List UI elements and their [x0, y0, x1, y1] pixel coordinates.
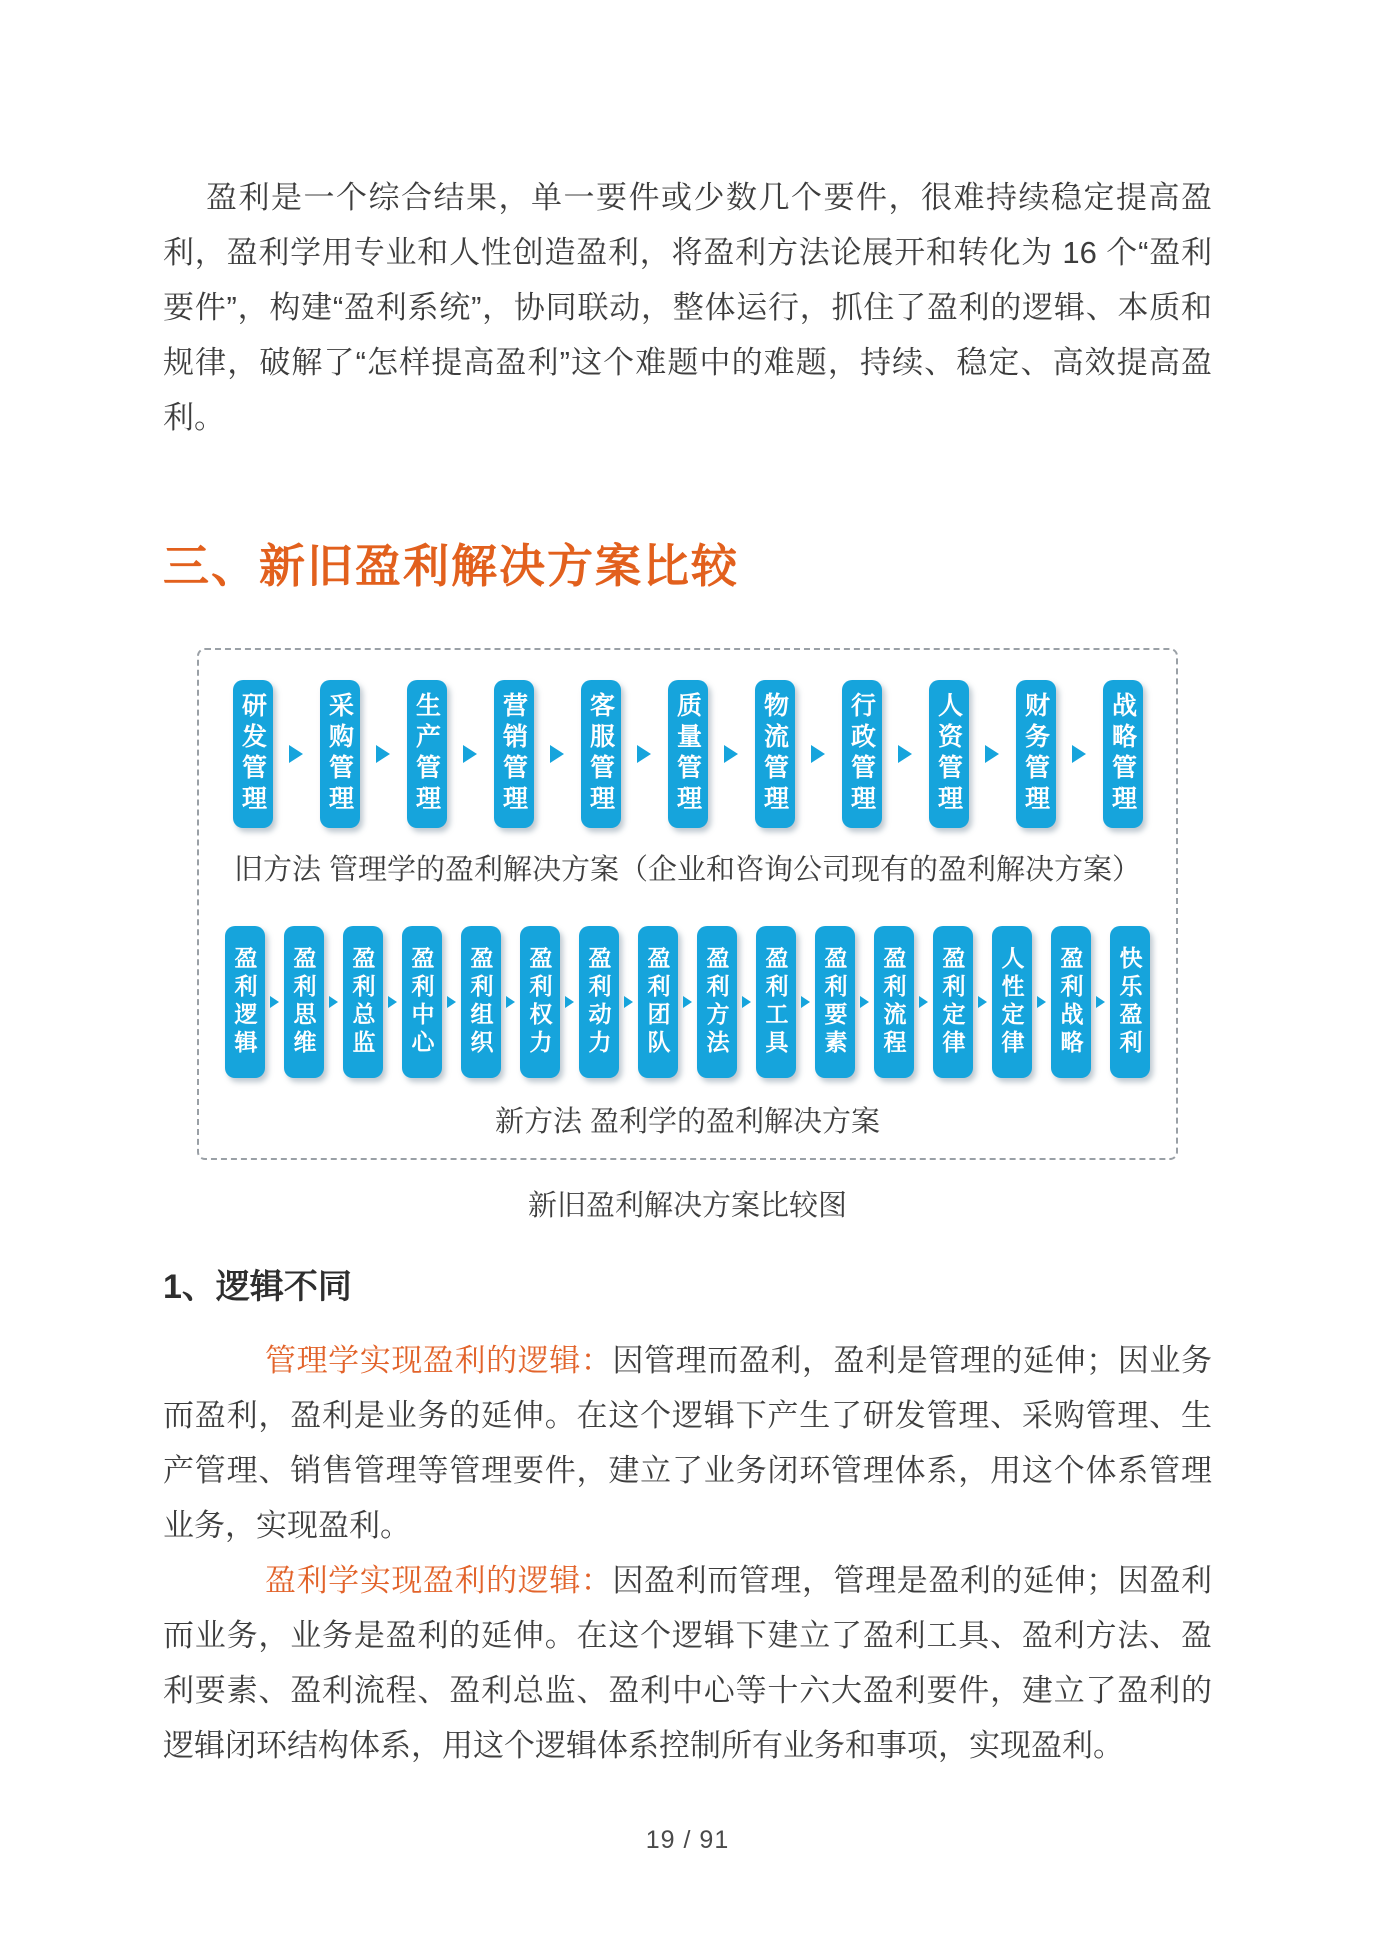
flow-unit [1016, 680, 1103, 828]
flow-arrow-icon [550, 745, 564, 763]
flow-unit [284, 926, 343, 1078]
flow-arrow-icon [1096, 996, 1105, 1008]
flow-arrow-icon [329, 996, 338, 1008]
flow-unit [407, 680, 494, 828]
flow-arrow-icon [985, 745, 999, 763]
arrow-zone [324, 996, 343, 1008]
arrow-zone [273, 745, 320, 763]
arrow-zone [560, 996, 579, 1008]
flow-unit [638, 926, 697, 1078]
flow-arrow-icon [565, 996, 574, 1008]
flow-unit [1103, 680, 1143, 828]
arrow-zone [882, 745, 929, 763]
arrow-zone [265, 996, 284, 1008]
flow-unit [402, 926, 461, 1078]
flow-arrow-icon [388, 996, 397, 1008]
flow-unit [320, 680, 407, 828]
flow-box: 盈利总监 [343, 926, 383, 1078]
arrow-zone [383, 996, 402, 1008]
flow-unit [343, 926, 402, 1078]
arrow-zone [1056, 745, 1103, 763]
flow-box: 盈利权力 [520, 926, 560, 1078]
flow-unit [668, 680, 755, 828]
comparison-diagram [197, 648, 1178, 1160]
page-number: 19 / 91 [645, 1826, 730, 1854]
flow-unit [874, 926, 933, 1078]
flow-arrow-icon [1072, 745, 1086, 763]
flow-arrow-icon [637, 745, 651, 763]
arrow-zone [1032, 996, 1051, 1008]
arrow-zone [678, 996, 697, 1008]
old-method-caption: 旧方法 管理学的盈利解决方案（企业和咨询公司现有的盈利解决方案） [233, 854, 1142, 886]
arrow-zone [360, 745, 407, 763]
arrow-zone [1091, 996, 1110, 1008]
flow-arrow-icon [860, 996, 869, 1008]
arrow-zone [737, 996, 756, 1008]
flow-box: 研发管理 [233, 680, 273, 828]
flow-box: 客服管理 [581, 680, 621, 828]
flow-arrow-icon [811, 745, 825, 763]
flow-box: 营销管理 [494, 680, 534, 828]
flow-arrow-icon [270, 996, 279, 1008]
management-logic-paragraph [163, 1333, 1212, 1553]
flow-box: 快乐盈利 [1110, 926, 1150, 1078]
flow-box: 盈利工具 [756, 926, 796, 1078]
arrow-zone [708, 745, 755, 763]
flow-arrow-icon [742, 996, 751, 1008]
flow-box: 人性定律 [992, 926, 1032, 1078]
section-heading: 三、新旧盈利解决方案比较 [163, 540, 739, 592]
flow-box: 生产管理 [407, 680, 447, 828]
flow-box: 盈利中心 [402, 926, 442, 1078]
profit-logic-label: 盈利学实现盈利的逻辑： [265, 1563, 613, 1598]
profit-logic-paragraph [163, 1553, 1212, 1773]
flow-unit [933, 926, 992, 1078]
page-content [0, 170, 1375, 1773]
flow-unit [755, 680, 842, 828]
management-logic-text: 因管理而盈利，盈利是管理的延伸；因业务而盈利，盈利是业务的延伸。在这个逻辑下产生了研发管理、采购管理、生产管理、销售管理等管理要件，建立了业务闭环管理体系，用这个体系管理业务，实现盈利。 [163, 1343, 1213, 1543]
flow-unit [225, 926, 284, 1078]
flow-arrow-icon [898, 745, 912, 763]
flow-box: 人资管理 [929, 680, 969, 828]
flow-box: 盈利动力 [579, 926, 619, 1078]
flow-arrow-icon [447, 996, 456, 1008]
new-method-flow-row [199, 926, 1176, 1078]
flow-arrow-icon [506, 996, 515, 1008]
arrow-zone [855, 996, 874, 1008]
subsection-heading: 1、逻辑不同 [163, 1268, 352, 1306]
flow-unit [494, 680, 581, 828]
flow-arrow-icon [801, 996, 810, 1008]
flow-unit [233, 680, 320, 828]
arrow-zone [619, 996, 638, 1008]
flow-box: 采购管理 [320, 680, 360, 828]
flow-box: 盈利流程 [874, 926, 914, 1078]
old-method-flow-row [199, 680, 1176, 828]
flow-box: 行政管理 [842, 680, 882, 828]
flow-box: 盈利思维 [284, 926, 324, 1078]
arrow-zone [442, 996, 461, 1008]
flow-box: 盈利逻辑 [225, 926, 265, 1078]
new-method-caption: 新方法 盈利学的盈利解决方案 [494, 1106, 881, 1138]
flow-box: 盈利组织 [461, 926, 501, 1078]
flow-arrow-icon [683, 996, 692, 1008]
flow-unit [815, 926, 874, 1078]
figure-caption: 新旧盈利解决方案比较图 [527, 1190, 847, 1222]
flow-box: 盈利方法 [697, 926, 737, 1078]
arrow-zone [534, 745, 581, 763]
flow-unit [929, 680, 1016, 828]
flow-box: 盈利定律 [933, 926, 973, 1078]
flow-arrow-icon [919, 996, 928, 1008]
flow-unit [1051, 926, 1110, 1078]
flow-box: 质量管理 [668, 680, 708, 828]
flow-unit [842, 680, 929, 828]
arrow-zone [447, 745, 494, 763]
flow-arrow-icon [624, 996, 633, 1008]
flow-unit [579, 926, 638, 1078]
arrow-zone [795, 745, 842, 763]
flow-arrow-icon [289, 745, 303, 763]
intro-paragraph: 盈利是一个综合结果，单一要件或少数几个要件，很难持续稳定提高盈利，盈利学用专业和人性创造盈利，将盈利方法论展开和转化为 16 个“盈利要件”，构建“盈利系统”，协同联动，整体运行，抓住了盈利的逻辑、本质和规律，破解了“怎样提高盈利”这个难题中的难题，持续、稳定、高效提高盈利。 [163, 180, 1212, 435]
flow-box: 盈利战略 [1051, 926, 1091, 1078]
flow-box: 盈利团队 [638, 926, 678, 1078]
flow-box: 盈利要素 [815, 926, 855, 1078]
flow-arrow-icon [978, 996, 987, 1008]
flow-unit [1110, 926, 1150, 1078]
flow-box: 财务管理 [1016, 680, 1056, 828]
management-logic-label: 管理学实现盈利的逻辑： [265, 1343, 613, 1378]
flow-box: 物流管理 [755, 680, 795, 828]
profit-logic-text: 因盈利而管理，管理是盈利的延伸；因盈利而业务，业务是盈利的延伸。在这个逻辑下建立了盈利工具、盈利方法、盈利要素、盈利流程、盈利总监、盈利中心等十六大盈利要件，建立了盈利的逻辑闭环结构体系，用这个逻辑体系控制所有业务和事项，实现盈利。 [163, 1563, 1213, 1763]
arrow-zone [796, 996, 815, 1008]
flow-unit [992, 926, 1051, 1078]
arrow-zone [973, 996, 992, 1008]
flow-unit [697, 926, 756, 1078]
flow-arrow-icon [724, 745, 738, 763]
flow-unit [756, 926, 815, 1078]
flow-box: 战略管理 [1103, 680, 1143, 828]
flow-unit [520, 926, 579, 1078]
flow-arrow-icon [463, 745, 477, 763]
flow-arrow-icon [1037, 996, 1046, 1008]
flow-unit [581, 680, 668, 828]
flow-arrow-icon [376, 745, 390, 763]
flow-unit [461, 926, 520, 1078]
arrow-zone [969, 745, 1016, 763]
arrow-zone [914, 996, 933, 1008]
arrow-zone [501, 996, 520, 1008]
arrow-zone [621, 745, 668, 763]
